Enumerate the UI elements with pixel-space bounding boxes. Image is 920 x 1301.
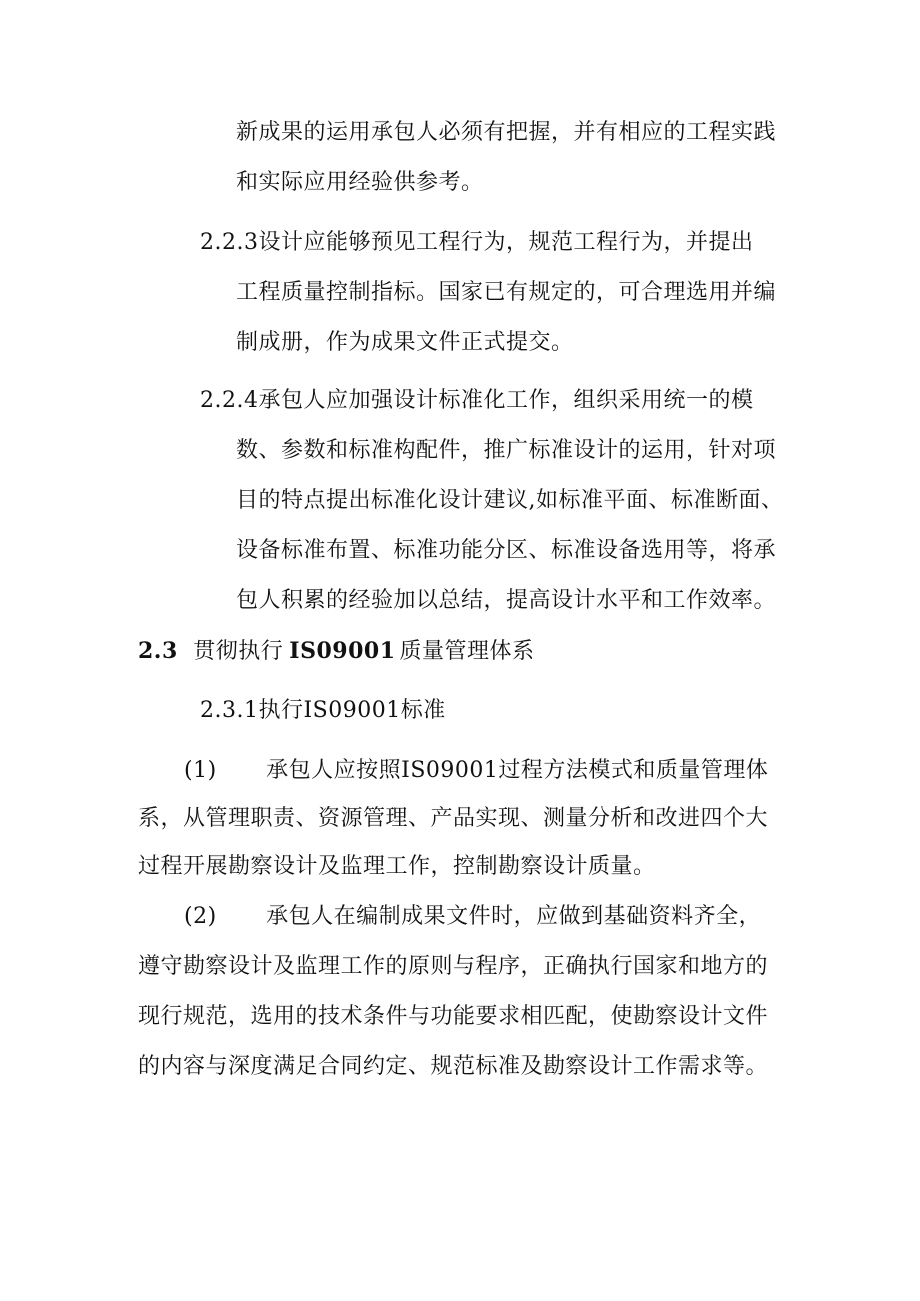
- item-2-text: 承包人在编制成果文件时，应做到基础资料齐全，: [266, 904, 762, 929]
- paragraph-line: 包人积累的经验加以总结，提高设计水平和工作效率。: [236, 588, 777, 613]
- sub-heading: 2.3.1执行IS09001标准: [200, 698, 446, 723]
- paragraph-line: 2.2.4承包人应加强设计标准化工作，组织采用统一的模: [200, 388, 754, 413]
- paragraph-line: 目的特点提出标准化设计建议,如标准平面、标准断面、: [236, 488, 784, 513]
- section-title: 贯彻执行: [193, 639, 284, 664]
- section-title-end: 质量管理体系: [399, 639, 535, 664]
- section-number: 2.3: [138, 638, 178, 664]
- item-2-first-line: [184, 902, 761, 932]
- item-1-first-line: [184, 756, 768, 786]
- paragraph-line: 数、参数和标准构配件，推广标准设计的运用，针对项: [236, 438, 777, 463]
- section-title-iso: IS09001: [289, 638, 396, 664]
- paragraph-line: 制成册，作为成果文件正式提交。: [236, 330, 574, 355]
- section-heading: [138, 636, 535, 667]
- item-1-marker: (1): [184, 758, 217, 783]
- paragraph-line: 的内容与深度满足合同约定、规范标准及勘察设计工作需求等。: [138, 1054, 769, 1079]
- paragraph-line: 工程质量控制指标。国家已有规定的，可合理选用并编: [236, 280, 777, 305]
- paragraph-line: 和实际应用经验供参考。: [236, 170, 484, 195]
- paragraph-line: 设备标准布置、标准功能分区、标准设备选用等，将承: [236, 538, 777, 563]
- paragraph-line: 2.2.3设计应能够预见工程行为，规范工程行为，并提出: [200, 230, 754, 255]
- paragraph-line: 系，从管理职责、资源管理、产品实现、测量分析和改进四个大: [138, 806, 769, 831]
- paragraph-line: 过程开展勘察设计及监理工作，控制勘察设计质量。: [138, 854, 656, 879]
- item-1-text: 承包人应按照IS09001过程方法模式和质量管理体: [266, 758, 769, 783]
- paragraph-line: 新成果的运用承包人必须有把握，并有相应的工程实践: [236, 120, 777, 145]
- paragraph-line: 遵守勘察设计及监理工作的原则与程序，正确执行国家和地方的: [138, 954, 769, 979]
- paragraph-line: 现行规范，选用的技术条件与功能要求相匹配，使勘察设计文件: [138, 1004, 769, 1029]
- item-2-marker: (2): [184, 904, 217, 929]
